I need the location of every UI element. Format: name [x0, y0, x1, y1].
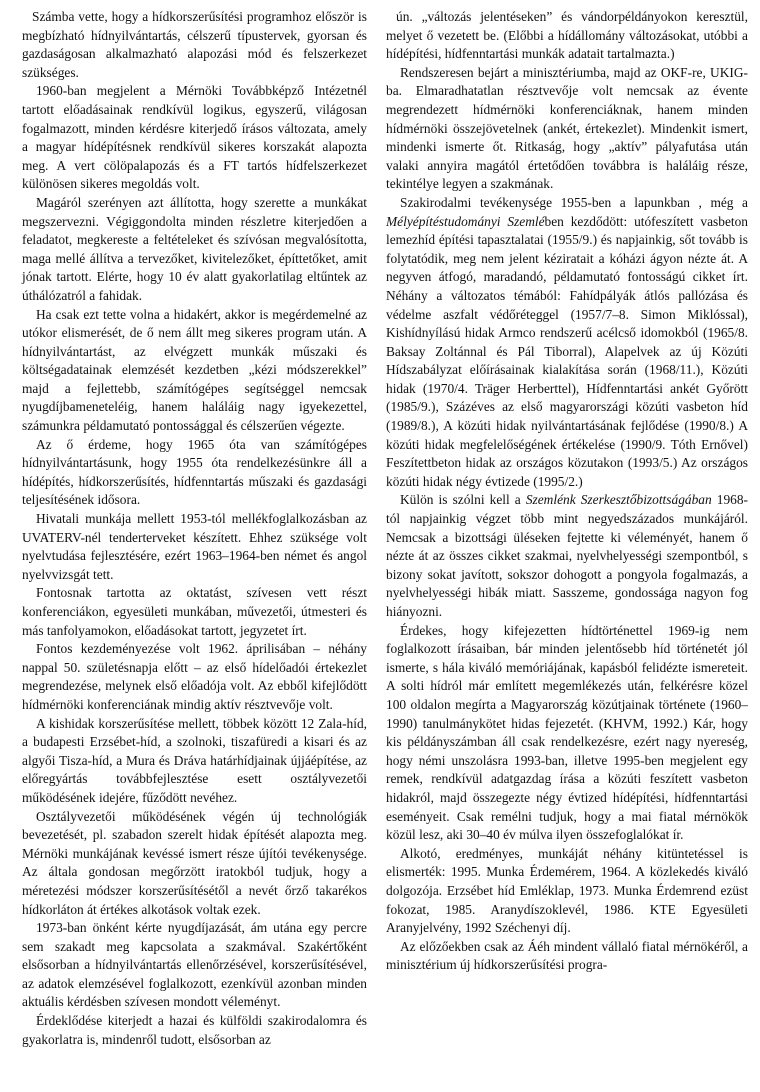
paragraph: Rendszeresen bejárt a minisztériumba, majd az OKF-re, UKIG-ba. Elmaradhatatlan résztvevője volt nemcsak az évente megrendezett hídmérnöki konferenciáknak, hanem minden hídmérnöki összejövetelnek (ankét, értekezlet). Mindenkit ismert, mindenki ismerte őt. Ritkaság, hogy „aktív” pályafutása után valaki annyira magától értetődően továbbra is haláláig része, tekintélye legyen a szakmának.	[386, 64, 748, 192]
paragraph: Alkotó, eredményes, munkáját néhány kitüntetéssel is elismerték: 1995. Munka Érdemérem, 1964. A közlekedés kiváló dolgozója. Erzsébet híd Emléklap, 1973. Munka Érdemrend ezüst fokozat, 1985. Aranydíszoklevél, 1986. KTE Egyesületi Aranyjelvény, 1992 Széchenyi díj.	[386, 845, 748, 936]
committee-name: Szemlénk Szerkesztőbizottságában	[525, 492, 712, 508]
paragraph: Fontosnak tartotta az oktatást, szívesen vett részt konferenciákon, egyesületi munkában, művezetői, útmesteri és más tanfolyamokon, előadásokat tartott, jegyzetet írt.	[22, 585, 367, 638]
text-run: ben kezdődött: utófeszített vasbeton lemezhíd építési tapasztalatai (1955/9.) és napjainkig, sőt tovább is folytatódik, meg nem jelent kéziratait a kóházi ágyon nézte át. A negyven átfogó, maradandó, példamutató fontosságú cikket írt. Néhány a változatos témából: Fahídpályák átlós pallózása és védelme aszfalt védőréteggel (1957/7–8. Simon Miklóssal), Kishídnyílású hidak Armco rendszerű acélcső idomokból (1965/8. Baksay Zoltánnal és Pál Tiborral), Alapelvek az új Közúti Hídszabályzat előírásainak kialakítása során (1968/11.), Közúti hidak (1970/4. Träger Herberttel), Hídfenntartási ankét Győrött (1985/9.), Százéves az első magyarországi közúti vasbeton híd (1989/8.), A közúti hidak nyilvántartásának fejlődése (1990/8.) A közúti hidak megfelelőségének értékelése (1990/9. Tóth Ernővel) Feszítettbeton hidak az országos közutakon (1993/5.) Az országos közúti hidak négy évtizede (1995/2.)	[386, 213, 748, 489]
paragraph	[386, 194, 748, 492]
text-run: Külön is szólni kell a	[400, 492, 526, 508]
paragraph: Fontos kezdeményezése volt 1962. áprilisában – néhány nappal 50. születésnapja előtt – az első hídelőadói értekezlet megrendezése, melynek első előadója volt. Az ebből kifejlődött hídmérnöki konferenciának mindig aktív résztvevője volt.	[22, 641, 367, 712]
paragraph: Ha csak ezt tette volna a hidakért, akkor is megérdemelné az utókor elismerését, de ő nem állt meg sikeres program után. A hídnyilvántartást, az elvégzett munkák műszaki és költségadatainak elemzését kezdetben „kézi módszerekkel” majd a fejlettebb, számítógépes segítséggel nemcsak nyugdíjbameneteléig, hanem haláláig nagy igyekezettel, számunkra példamutató pontossággal és célszerűen végezte.	[22, 306, 367, 434]
paragraph: 1973-ban önként kérte nyugdíjazását, ám utána egy percre sem szakadt meg kapcsolata a szakmával. Szakértőként elsősorban a hídnyilvántartás ellenőrzésével, korszerűsítésével, az adatok elemzésével foglalkozott, ezenkívül azonban minden aktuális kérdésben szívesen mondott véleményt.	[22, 920, 367, 1010]
paragraph: Az előzőekben csak az Áéh mindent vállaló fiatal mérnökéről, a minisztérium új hídkorszerűsítési progra-	[386, 938, 748, 973]
left-column	[22, 8, 367, 1092]
text-run: 1968-tól napjainkig végzet több mint negyedszázados munkájáról. Nemcsak a bizottsági üléseken fejtette ki véleményét, hanem ő nézte át az összes cikket szakmai, nyelvhelyességi szempontból, s bizony sokat javított, sokszor dohogott a pongyola fogalmazás, a nyelvhelyességi hibák miatt. Sasszeme, gondossága nagyon fog hiányozni.	[386, 492, 748, 619]
paragraph: A kishidak korszerűsítése mellett, többek között 12 Zala-híd, a budapesti Erzsébet-híd, a szolnoki, tiszafüredi a kisari és az algyői Tisza-híd, a Mura és Dráva határhídjainak újjáépítése, az előregyártás továbbfejlesztése esett osztályvezetői működésének idejére, fűződött nevéhez.	[22, 715, 367, 805]
text-run: Szakirodalmi tevékenysége 1955-ben a lapunkban , még a	[400, 194, 748, 210]
paragraph: Magáról szerényen azt állította, hogy szerette a munkákat megszervezni. Végiggondolta minden részletre kiterjedően a feladatot, megkereste a feltételeket és szívósan megvalósította, maga mellé állítva a tervezőket, kivitelezőket, építtetőket, amit jónak tartott. Elérte, hogy 10 év alatt gyakorlatilag eltűntek az úthálózatról a fahidak.	[22, 194, 367, 303]
paragraph: Hivatali munkája mellett 1953-tól mellékfoglalkozásban az UVATERV-nél tenderterveket készített. Ehhez szüksége volt nyelvtudása fejlesztésére, ezért 1963–1964-ben német és angol nyelvvizsgát tett.	[22, 511, 367, 582]
paragraph: Érdekes, hogy kifejezetten hídtörténettel 1969-ig nem foglalkozott írásaiban, bár minden jelentősebb híd történetét jól ismerte, s hála kiváló memóriájának, kapásból felidézte ismereteit. A solti hídról már említett megemlékezés után, felkérésre közel 100 oldalon megírta a Magyarország közútjainak története (1960–1990) tanulmánykötet hidas fejezetét. (KHVM, 1992.) Kár, hogy kis példányszámban áll csak rendelkezésre, ezért nagy nyereség, hogy némi unszolásra 1993-ban, illetve 1995-ben megjelent egy remek, rendkívül adatgazdag írása a közúti feszített vasbeton hidakról, majd összegezte négy évtized hídépítési, hídfenntartási eseményeit. Csak remélni tudjuk, hogy a mai fiatal mérnökök közül lesz, aki 30–40 év múlva ilyen összefoglalókat ír.	[386, 622, 748, 843]
paragraph: Érdeklődése kiterjedt a hazai és külföldi szakirodalomra és gyakorlatra is, mindenről tudott, elsősorban az	[22, 1013, 367, 1047]
paragraph: Az ő érdeme, hogy 1965 óta van számítógépes hídnyilvántartásunk, hogy 1955 óta rendelkezésünkre áll a hídépítés, hídkorszerűsítés, hídfenntartás műszaki és gazdasági teljesítésének idősora.	[22, 436, 367, 508]
paragraph: Számba vette, hogy a hídkorszerűsítési programhoz először is megbízható hídnyilvántartás, célszerű típustervek, gyorsan és gazdaságosan alkalmazható alapozási mód és felszerkezet szükséges.	[22, 9, 367, 80]
paragraph: ún. „változás jelentéseken” és vándorpéldányokon keresztül, melyet ő vezetett be. (Előbbi a hídállomány változásokat, utóbbi a hídépítési, hídfenntartási munkák adatait tartalmazta.)	[386, 9, 748, 62]
paragraph: 1960-ban megjelent a Mérnöki Továbbképző Intézetnél tartott előadásainak rendkívül logikus, egyszerű, világosan fogalmazott, minden kérdésre kiterjedő írásos változata, amely a magyar hídépítésnek rendkívül sikeres korszakát alapozta meg. A vert cölöpalapozás és a FT tartós hídfelszerkezet különösen sikeres megoldás volt.	[22, 83, 367, 192]
right-column	[386, 8, 748, 1092]
journal-title: Mélyépítéstudományi Szemlé	[386, 213, 545, 229]
paragraph: Osztályvezetői működésének végén új technológiák bevezetését, pl. szabadon szerelt hidak építését alapozta meg. Mérnöki munkájának kevéssé ismert része újítói tevékenysége. Az általa gondosan megőrzött iratokból tudjuk, hogy a méretezési módszer korszerűsítésétől a nevét őrző takarékos hídkorláton át értékes alkotások voltak ezek.	[22, 808, 367, 917]
paragraph	[386, 491, 748, 621]
